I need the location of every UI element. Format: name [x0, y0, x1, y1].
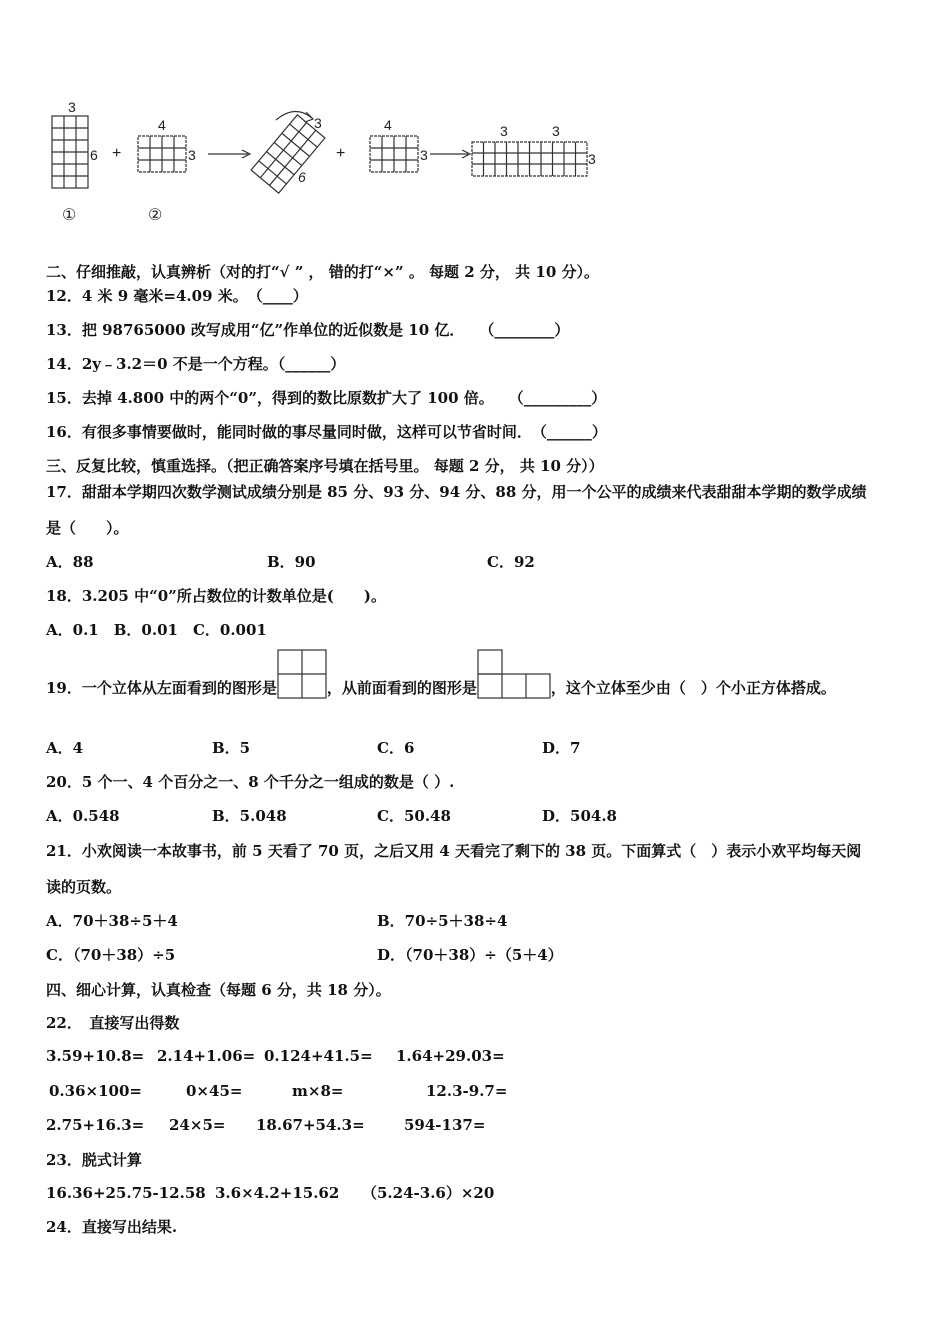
question-22: 22． 直接写出得数	[46, 1014, 180, 1032]
fig-label-rot-height: 6	[298, 169, 306, 185]
calc-r1-c2: 2.14+1.06=	[157, 1047, 256, 1065]
calc-r3-c2: 24×5=	[169, 1116, 226, 1134]
q19-text-3: ，这个立体至少由（ ）个小正方体搭成。	[550, 679, 836, 697]
fig-label-comb-3: 3	[588, 151, 596, 167]
fig-label-circle-2: ②	[148, 207, 163, 224]
section-3-title: 三、反复比较，慎重选择。（把正确答案序号填在括号里。 每题 2 分， 共 10 分））	[46, 457, 604, 475]
q18-options: A．0.1 B．0.01 C．0.001	[46, 621, 267, 639]
question-13: 13．把 98765000 改写成用“亿”作单位的近似数是 10 亿． （________）	[46, 321, 570, 339]
section-2-title: 二、仔细推敲，认真辨析（对的打“√ ” ， 错的打“×” 。 每题 2 分， 共 10 分）。	[46, 263, 599, 281]
calc-r1-c4: 1.64+29.03=	[396, 1047, 505, 1065]
question-17-line2: 是（ ）。	[46, 519, 129, 537]
fig-label-comb-6: 3	[500, 123, 508, 139]
question-24: 24．直接写出结果.	[46, 1218, 178, 1236]
calc-r4-c2: 3.6×4.2+15.62	[215, 1184, 340, 1202]
section-4-title: 四、细心计算，认真检查（每题 6 分，共 18 分）。	[46, 981, 391, 999]
fig-plus-2: +	[336, 145, 346, 162]
fig-label-rot-width: 3	[314, 115, 322, 131]
fig-plus-1: +	[112, 145, 122, 162]
question-17-line1: 17．甜甜本学期四次数学测试成绩分别是 85 分、93 分、94 分、88 分，用一个公平的成绩来代表甜甜本学期的数学成绩	[46, 483, 867, 501]
q21-option-c: C．（70＋38）÷5	[46, 946, 176, 964]
question-19	[46, 678, 836, 699]
left-view-grid-figure	[277, 649, 327, 699]
q19-option-b: B．5	[212, 739, 251, 757]
q19-option-a: A．4	[46, 739, 84, 757]
calc-r2-c1: 0.36×100=	[49, 1082, 142, 1100]
q20-option-b: B．5.048	[212, 807, 287, 825]
question-21-line2: 读的页数。	[46, 878, 122, 896]
front-view-grid-figure	[477, 649, 551, 699]
rectangle-combination-figure	[40, 98, 620, 228]
q21-option-d: D．（70＋38）÷（5＋4）	[377, 946, 563, 964]
q20-option-d: D．504.8	[542, 807, 617, 825]
fig-label-4-height: 3	[420, 147, 428, 163]
calc-r2-c3: m×8=	[292, 1082, 344, 1100]
question-12: 12．4 米 9 毫米=4.09 米。 （____）	[46, 287, 308, 305]
question-21-line1: 21．小欢阅读一本故事书，前 5 天看了 70 页，之后又用 4 天看完了剩下的 38 页。下面算式（ ）表示小欢平均每天阅	[46, 842, 862, 860]
calc-r3-c1: 2.75+16.3=	[46, 1116, 145, 1134]
q19-option-d: D．7	[542, 739, 581, 757]
q17-option-c: C．92	[487, 553, 535, 571]
q21-option-a: A．70＋38÷5＋4	[46, 912, 178, 930]
fig-label-4-width: 4	[384, 117, 392, 133]
calc-r3-c3: 18.67+54.3=	[256, 1116, 365, 1134]
fig-label-2-width: 4	[158, 117, 166, 133]
fig-label-1-height: 6	[90, 147, 98, 163]
fig-label-circle-1: ①	[62, 207, 77, 224]
question-14: 14．2y﹣3.2＝0 不是一个方程。（______）	[46, 355, 346, 373]
calc-r4-c1: 16.36+25.75-12.58	[46, 1184, 206, 1202]
fig-label-1-width: 3	[68, 99, 76, 115]
calc-r2-c2: 0×45=	[186, 1082, 243, 1100]
question-15: 15．去掉 4.800 中的两个“0”，得到的数比原数扩大了 100 倍。 （_________）	[46, 389, 607, 407]
q19-text-1: 19．一个立体从左面看到的图形是	[46, 679, 277, 697]
calc-r1-c3: 0.124+41.5=	[264, 1047, 373, 1065]
question-18: 18．3.205 中“0”所占数位的计数单位是( )。	[46, 587, 386, 605]
q17-option-b: B．90	[267, 553, 316, 571]
calc-r4-c3: （5.24-3.6）×20	[362, 1184, 495, 1202]
calc-r3-c4: 594-137=	[404, 1116, 486, 1134]
question-16: 16．有很多事情要做时，能同时做的事尽量同时做，这样可以节省时间． （______）	[46, 423, 607, 441]
q17-option-a: A．88	[46, 553, 94, 571]
fig-label-2-height: 3	[188, 147, 196, 163]
calc-r1-c1: 3.59+10.8=	[46, 1047, 145, 1065]
question-23: 23．脱式计算	[46, 1151, 142, 1169]
question-20: 20．5 个一、4 个百分之一、8 个千分之一组成的数是（ ）.	[46, 773, 455, 791]
calc-r2-c4: 12.3-9.7=	[426, 1082, 508, 1100]
q20-option-a: A．0.548	[46, 807, 120, 825]
q19-option-c: C．6	[377, 739, 415, 757]
q19-text-2: ，从前面看到的图形是	[326, 679, 477, 697]
fig-label-comb-4: 3	[552, 123, 560, 139]
q20-option-c: C．50.48	[377, 807, 451, 825]
q21-option-b: B．70÷5＋38÷4	[377, 912, 508, 930]
